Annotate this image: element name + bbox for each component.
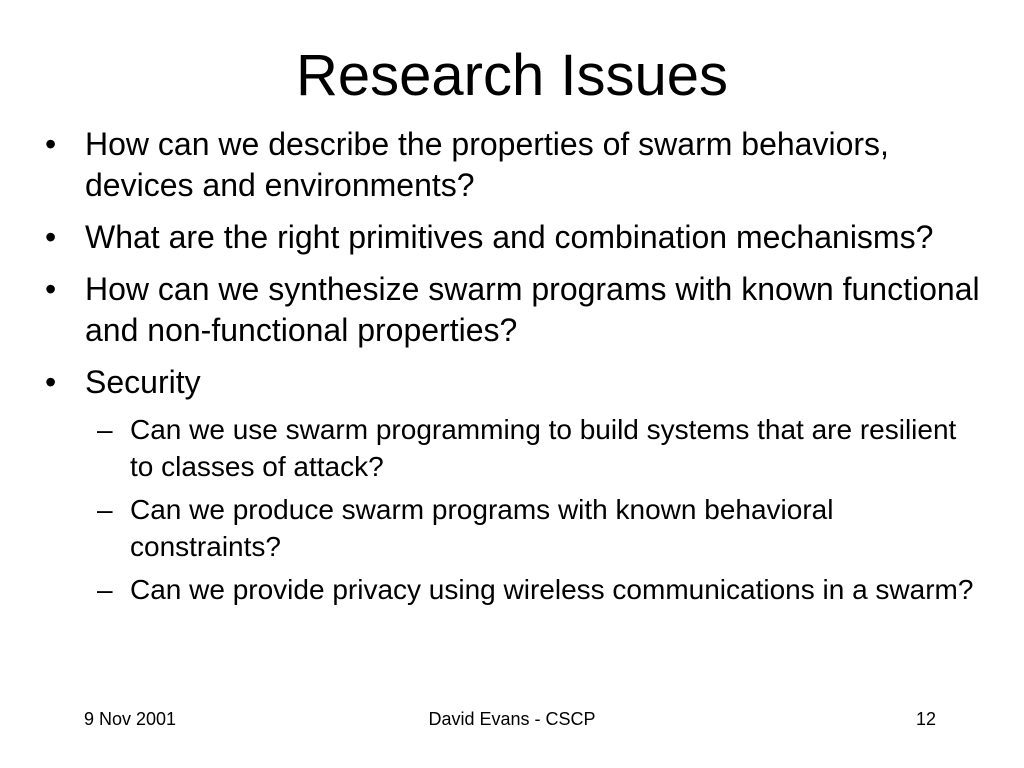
sub-bullet-marker: –	[97, 574, 113, 605]
bullet-item	[40, 124, 980, 206]
footer-author: David Evans - CSCP	[428, 709, 596, 729]
bullet-marker: •	[45, 364, 57, 400]
bullet-marker: •	[45, 126, 57, 162]
slide-title: Research Issues	[296, 43, 728, 108]
bullet-text: What are the right primitives and combination mechanisms?	[85, 219, 934, 255]
bullet-marker: •	[45, 219, 57, 255]
bullet-text: How can we describe the properties of swarm behaviors, devices and environments?	[85, 126, 889, 203]
bullet-item	[40, 217, 980, 258]
footer-page-number: 12	[915, 709, 936, 729]
sub-bullet-text: Can we provide privacy using wireless communications in a swarm?	[130, 574, 974, 605]
sub-bullet-item	[85, 411, 980, 485]
sub-bullet-text: Can we produce swarm programs with known behavioral constraints?	[130, 494, 834, 562]
sub-bullet-list	[85, 411, 980, 608]
bullet-item	[40, 269, 980, 351]
sub-bullet-item	[85, 491, 980, 565]
footer-date: 9 Nov 2001	[84, 709, 177, 729]
sub-bullet-marker: –	[97, 494, 113, 525]
sub-bullet-text: Can we use swarm programming to build systems that are resilient to classes of attack?	[130, 414, 957, 482]
bullet-list	[40, 124, 980, 619]
sub-bullet-item	[85, 571, 980, 608]
bullet-marker: •	[45, 271, 57, 307]
bullet-item-security	[40, 362, 980, 608]
sub-bullet-marker: –	[97, 414, 113, 445]
bullet-text: How can we synthesize swarm programs with known functional and non-functional properties?	[85, 271, 980, 348]
bullet-text: Security	[85, 364, 201, 400]
